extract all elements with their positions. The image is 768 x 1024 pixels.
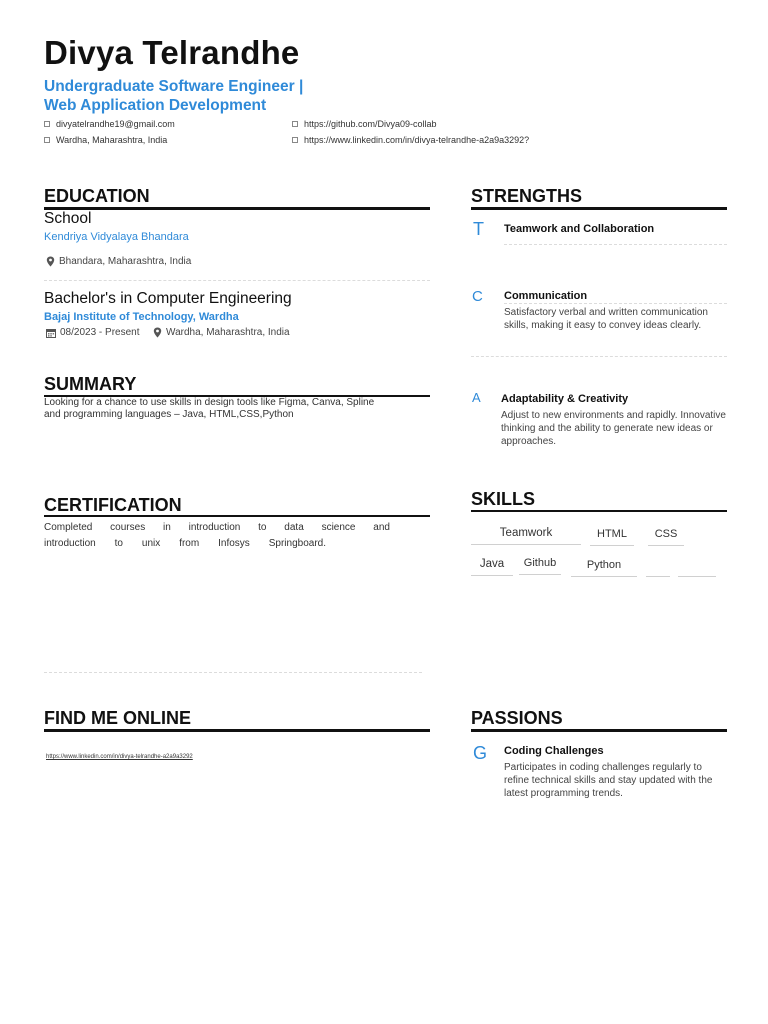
- education-location-school: [46, 256, 191, 267]
- education-institution-school: Kendriya Vidyalaya Bhandara: [44, 231, 189, 243]
- summary-line-2: and programming languages – Java, HTML,CSS,Python: [44, 409, 294, 420]
- education-dates-bachelor-text: 08/2023 - Present: [60, 327, 140, 338]
- linkedin-text: https://www.linkedin.com/in/divya-telrandhe-a2a9a3292?: [304, 135, 530, 145]
- certification-divider: [44, 672, 422, 673]
- education-degree-bachelor: Bachelor's in Computer Engineering: [44, 290, 292, 307]
- strengths-title: STRENGTHS: [471, 186, 583, 206]
- headline: [44, 77, 404, 115]
- passions-title: PASSIONS: [471, 708, 563, 728]
- skill-empty-slot: [646, 576, 670, 577]
- education-degree-school: School: [44, 210, 92, 227]
- contact-email[interactable]: [44, 119, 175, 129]
- find-me-online-rule: [44, 729, 430, 732]
- skill-tag: Github: [519, 557, 561, 575]
- contact-github[interactable]: [292, 119, 437, 129]
- education-location-school-text: Bhandara, Maharashtra, India: [59, 256, 192, 267]
- skills-title: SKILLS: [471, 489, 536, 509]
- certification-line-1: Completed courses in introduction to data science and: [44, 522, 390, 533]
- github-icon: [292, 121, 298, 127]
- education-divider: [44, 280, 430, 281]
- passion-desc-coding: Participates in coding challenges regularly to refine technical skills and stay updated with the latest programming trends.: [504, 762, 713, 799]
- certification-text: [44, 520, 390, 552]
- skill-tag: Teamwork: [471, 527, 581, 545]
- strength-divider-3: [471, 356, 727, 357]
- skill-tag: Python: [571, 559, 637, 577]
- skill-tag: Java: [471, 558, 513, 576]
- strength-initial-c: C: [472, 288, 483, 305]
- education-location-bachelor-text: Wardha, Maharashtra, India: [166, 327, 290, 338]
- strength-title-adaptability: Adaptability & Creativity: [501, 393, 629, 405]
- skills-rule: [471, 510, 727, 512]
- passions-rule: [471, 729, 727, 732]
- passion-title-coding: Coding Challenges: [504, 745, 604, 757]
- education-dates-bachelor: [46, 327, 140, 338]
- education-title: EDUCATION: [44, 186, 150, 206]
- summary-text: [44, 397, 434, 421]
- map-pin-icon: [153, 327, 162, 338]
- strengths-rule: [471, 207, 727, 210]
- calendar-icon: [46, 328, 56, 338]
- certification-title: CERTIFICATION: [44, 495, 182, 515]
- certification-line-2: introduction to unix from Infosys Springboard.: [44, 538, 326, 549]
- skill-empty-slot: [678, 576, 716, 577]
- passion-initial-g: G: [473, 743, 488, 763]
- location-text: Wardha, Maharashtra, India: [56, 135, 168, 145]
- email-icon: [44, 121, 50, 127]
- location-icon: [44, 137, 50, 143]
- github-text: https://github.com/Divya09-collab: [304, 119, 437, 129]
- strength-title-teamwork: Teamwork and Collaboration: [504, 223, 655, 235]
- skill-tag: HTML: [590, 528, 634, 546]
- strength-divider-1: [504, 244, 727, 245]
- skill-tag: CSS: [648, 528, 684, 546]
- strength-desc-adaptability: Adjust to new environments and rapidly. Innovative thinking and the ability to generate new ideas or approaches.: [501, 410, 726, 447]
- strength-initial-a: A: [472, 390, 481, 405]
- headline-line-2: Web Application Development: [44, 97, 267, 114]
- contact-linkedin[interactable]: [292, 135, 529, 145]
- education-institution-bachelor: Bajaj Institute of Technology, Wardha: [44, 311, 239, 323]
- headline-line-1: Undergraduate Software Engineer |: [44, 78, 304, 95]
- strength-title-communication: Communication: [504, 290, 588, 302]
- summary-title: SUMMARY: [44, 374, 137, 394]
- candidate-name: Divya Telrandhe: [44, 34, 300, 71]
- email-text: divyatelrandhe19@gmail.com: [56, 119, 175, 129]
- certification-rule: [44, 515, 430, 517]
- education-location-bachelor: [153, 327, 290, 338]
- education-rule: [44, 207, 430, 210]
- find-me-online-title: FIND ME ONLINE: [44, 708, 191, 728]
- linkedin-icon: [292, 137, 298, 143]
- contact-location: [44, 135, 167, 145]
- summary-line-1: Looking for a chance to use skills in design tools like Figma, Canva, Spline: [44, 397, 375, 408]
- strength-divider-2: [504, 303, 727, 304]
- strength-initial-t: T: [473, 219, 484, 239]
- strength-desc-communication: Satisfactory verbal and written communication skills, making it easy to convey ideas clearly.: [504, 307, 708, 331]
- linkedin-link[interactable]: https://www.linkedin.com/in/divya-telrandhe-a2a9a3292: [46, 754, 193, 760]
- map-pin-icon: [46, 256, 55, 267]
